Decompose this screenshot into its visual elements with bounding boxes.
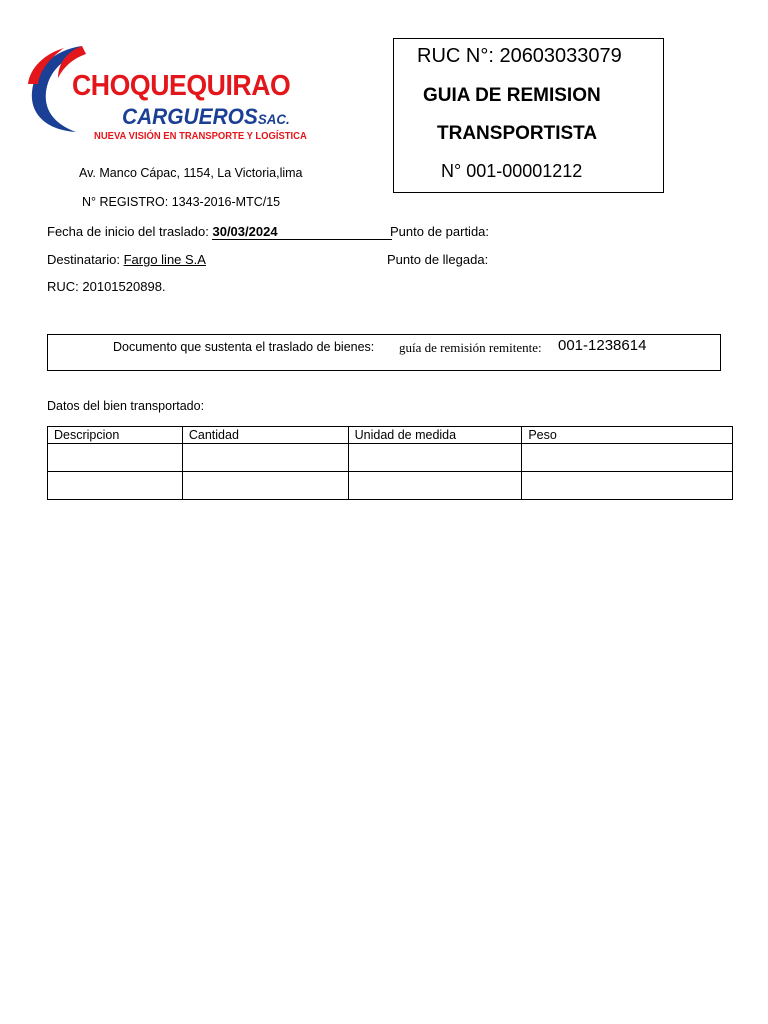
company-logo xyxy=(24,44,314,144)
table-row xyxy=(48,472,733,500)
col-cantidad: Cantidad xyxy=(182,427,348,444)
ruc-box xyxy=(393,38,664,193)
col-peso: Peso xyxy=(522,427,733,444)
llegada-label: Punto de llegada: xyxy=(387,252,489,267)
logo-sub xyxy=(122,104,290,130)
doc-number: N° 001-00001212 xyxy=(441,161,583,181)
logo-sub-text: CARGUEROS xyxy=(122,104,258,129)
fecha-value: 30/03/2024 xyxy=(212,224,392,240)
table-cell xyxy=(522,472,733,500)
destinatario-field xyxy=(47,252,206,267)
col-unidad: Unidad de medida xyxy=(348,427,522,444)
col-descripcion: Descripcion xyxy=(48,427,183,444)
logo-sac: SAC. xyxy=(257,111,290,127)
goods-header-row xyxy=(48,427,733,444)
goods-title: Datos del bien transportado: xyxy=(47,399,205,413)
destinatario-value: Fargo line S.A xyxy=(123,252,206,267)
partida-label: Punto de partida: xyxy=(390,224,490,239)
logo-tagline: NUEVA VISIÓN EN TRANSPORTE Y LOGÍSTICA xyxy=(94,130,307,142)
doc-title-line1: GUIA DE REMISION xyxy=(423,85,601,106)
table-cell xyxy=(182,472,348,500)
table-cell xyxy=(48,472,183,500)
table-cell xyxy=(348,444,522,472)
fecha-field xyxy=(47,224,392,240)
fecha-label: Fecha de inicio del traslado: xyxy=(47,224,213,239)
destinatario-label: Destinatario: xyxy=(47,252,124,267)
document-box xyxy=(47,334,721,371)
table-cell xyxy=(48,444,183,472)
goods-table xyxy=(47,426,733,500)
doc-title-line2: TRANSPORTISTA xyxy=(437,123,598,144)
table-cell xyxy=(348,472,522,500)
ruc-destinatario: RUC: 20101520898. xyxy=(47,279,166,294)
guia-label: guía de remisión remitente: xyxy=(399,340,542,355)
guia-value: 001-1238614 xyxy=(558,337,647,354)
company-registro: N° REGISTRO: 1343-2016-MTC/15 xyxy=(82,195,281,209)
logo-name: CHOQUEQUIRAO xyxy=(72,70,291,102)
table-cell xyxy=(522,444,733,472)
ruc-number: RUC N°: 20603033079 xyxy=(417,45,622,67)
table-row xyxy=(48,444,733,472)
company-address: Av. Manco Cápac, 1154, La Victoria,lima xyxy=(79,166,303,180)
table-cell xyxy=(182,444,348,472)
document-label: Documento que sustenta el traslado de bienes: xyxy=(113,340,375,354)
